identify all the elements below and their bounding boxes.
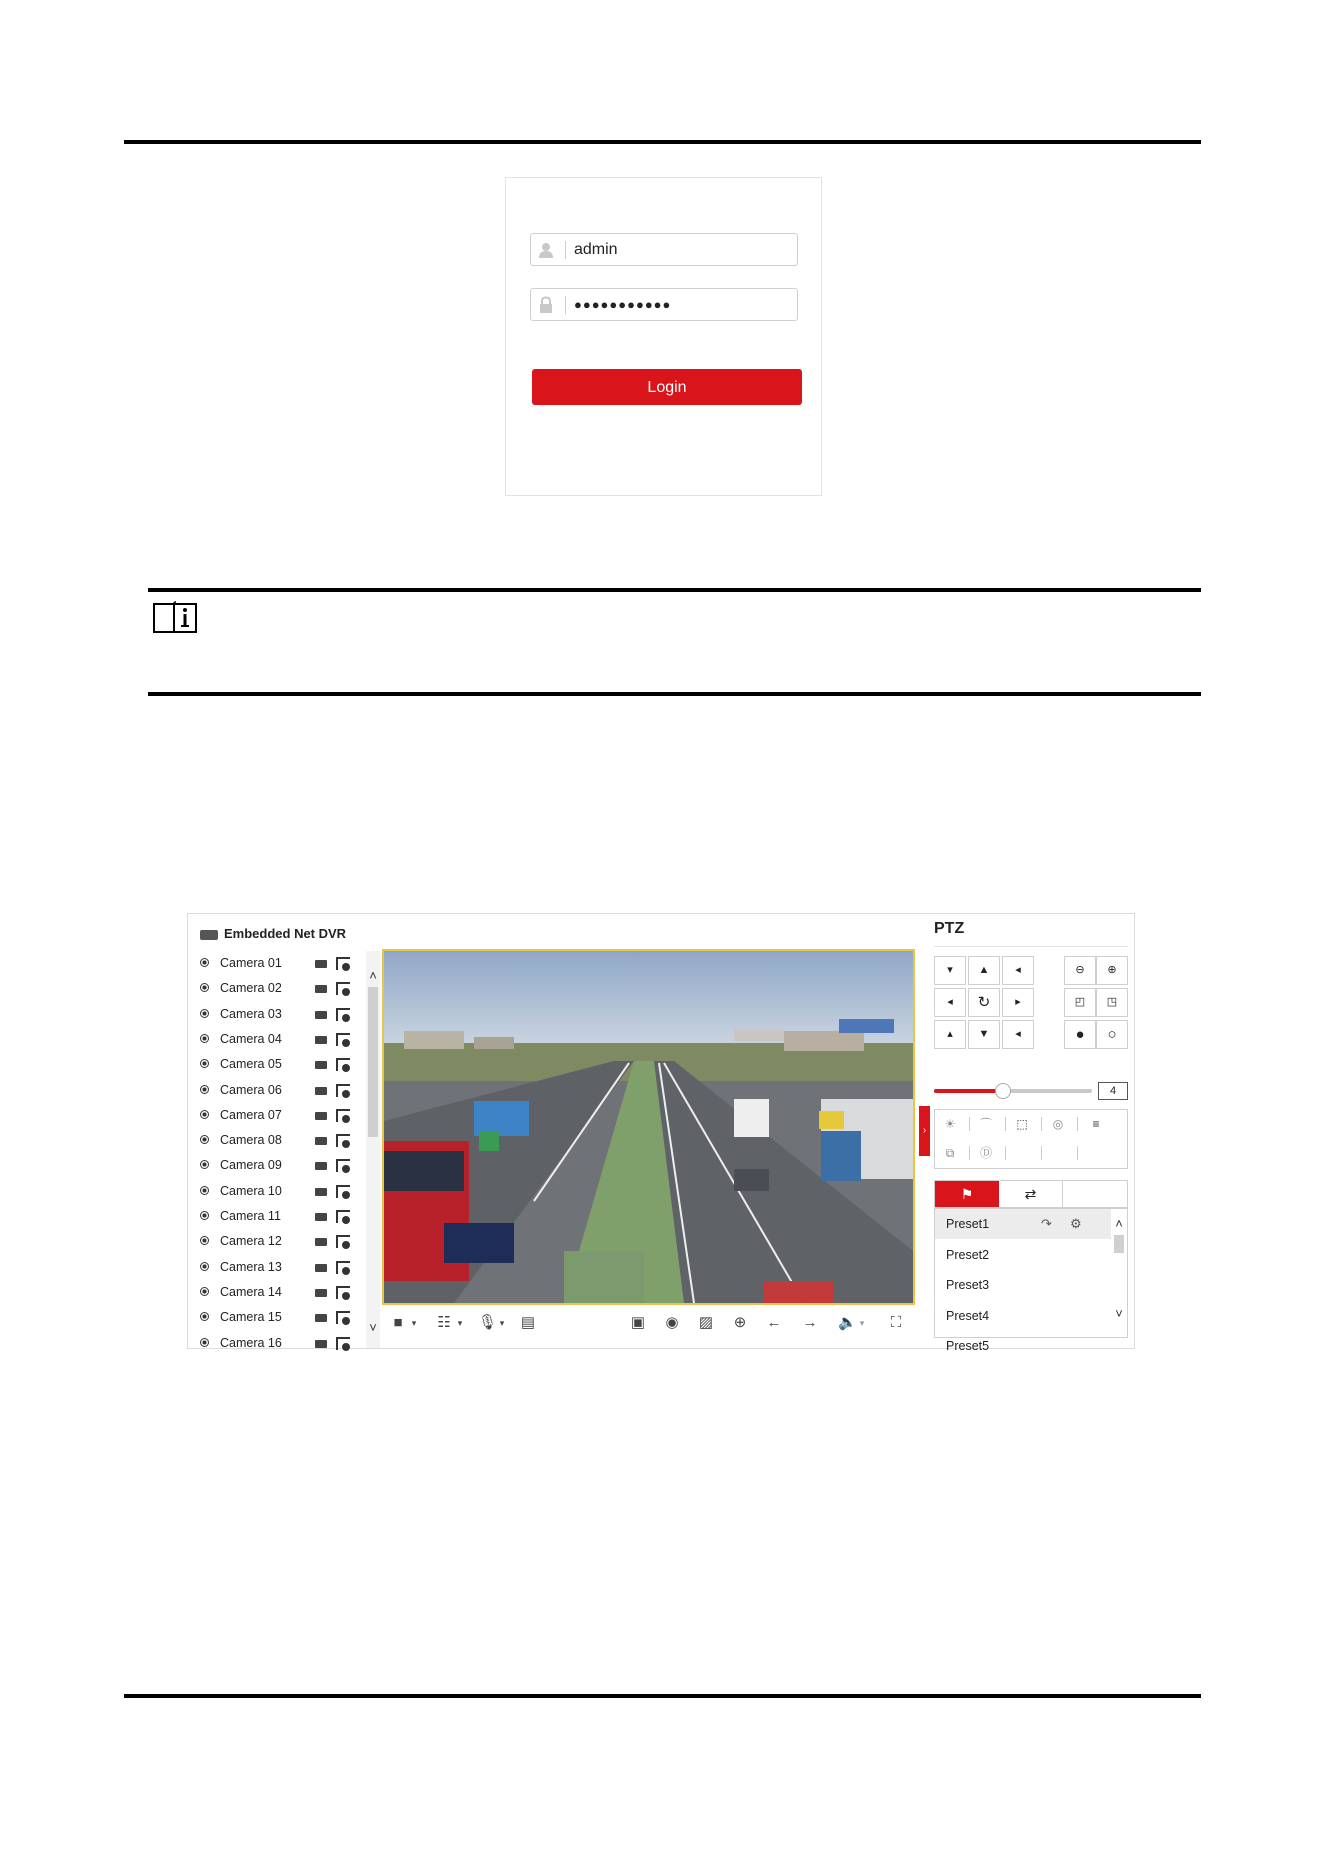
preset-item[interactable]	[935, 1331, 1111, 1361]
field-separator	[565, 296, 566, 314]
aux-separator	[1005, 1117, 1006, 1131]
live-video[interactable]	[382, 949, 915, 1305]
camera-icon	[200, 1059, 209, 1068]
stream-icon[interactable]	[336, 1084, 350, 1097]
stream-icon[interactable]	[336, 957, 350, 970]
camera-icon	[200, 1085, 209, 1094]
stream-icon[interactable]	[336, 1008, 350, 1021]
camera-icon	[200, 1135, 209, 1144]
next-page-icon[interactable]: →	[802, 1314, 818, 1331]
record-icon[interactable]	[315, 1340, 327, 1348]
password-value: ●●●●●●●●●●●	[574, 297, 672, 312]
dvr-title	[200, 926, 346, 941]
camera-name: Camera 02	[220, 981, 282, 996]
user-icon	[537, 241, 555, 259]
camera-name: Camera 06	[220, 1082, 282, 1097]
camera-icon	[200, 1287, 209, 1296]
lens-initialization-icon[interactable]: ◎	[1052, 1117, 1064, 1131]
camera-list-item[interactable]	[200, 976, 368, 1001]
preset-name: Preset2	[946, 1247, 990, 1262]
stream-icon[interactable]	[336, 1185, 350, 1198]
ptz-auto-button[interactable]: ↻	[968, 988, 1000, 1017]
video-toolbar	[382, 1308, 915, 1340]
preset-name: Preset5	[946, 1339, 990, 1353]
camera-list-item[interactable]	[200, 1002, 368, 1027]
dvr-icon	[200, 930, 218, 940]
record-icon[interactable]	[315, 1036, 327, 1044]
camera-list-item[interactable]	[200, 1331, 368, 1356]
camera-name: Camera 03	[220, 1006, 282, 1021]
iris-close-button[interactable]: ○	[1096, 1020, 1128, 1049]
camera-list-item[interactable]	[200, 1052, 368, 1077]
record-icon[interactable]	[315, 1137, 327, 1145]
field-separator	[565, 241, 566, 259]
layout-dropdown-icon[interactable]: ▾	[411, 1318, 417, 1328]
ptz-aux-panel	[934, 1109, 1128, 1169]
note-book-icon	[152, 600, 200, 634]
zoom-in-button[interactable]: ⊕	[1096, 956, 1128, 985]
microphone-icon[interactable]: 🎙	[478, 1314, 498, 1331]
capture-icon[interactable]: ◉	[665, 1314, 679, 1331]
tab-pattern[interactable]	[1063, 1181, 1127, 1207]
aux-separator	[1077, 1117, 1078, 1131]
stream-icon[interactable]	[336, 982, 350, 995]
camera-list-item[interactable]	[200, 1204, 368, 1229]
one-touch-icon[interactable]: Ⓓ	[979, 1146, 992, 1160]
camera-name: Camera 01	[220, 956, 282, 970]
record-icon[interactable]	[315, 1238, 327, 1246]
password-field[interactable]	[530, 288, 798, 321]
record-icon[interactable]	[315, 1188, 327, 1196]
preset-list	[934, 1208, 1128, 1353]
record-icon[interactable]	[315, 960, 327, 968]
stream-icon[interactable]: ☷	[437, 1314, 451, 1331]
zoom-out-button[interactable]: ⊖	[1064, 956, 1096, 985]
camera-list-item[interactable]	[200, 1078, 368, 1103]
login-dialog	[505, 177, 822, 496]
ptz-panel-toggle[interactable]: ›	[919, 1106, 930, 1156]
aux-separator	[1005, 1146, 1006, 1160]
auxiliary-focus-icon[interactable]: ⬚	[1016, 1117, 1028, 1131]
username-value: admin	[574, 241, 618, 258]
stream-dropdown-icon[interactable]: ▾	[457, 1318, 463, 1328]
scroll-up-icon[interactable]: ˄	[1115, 1216, 1123, 1231]
focus-near-button[interactable]: ◰	[1064, 988, 1096, 1017]
record-icon[interactable]	[315, 1314, 327, 1322]
camera-name: Camera 10	[220, 1183, 282, 1198]
preset-item[interactable]	[935, 1301, 1111, 1331]
preset-name: Preset3	[946, 1278, 990, 1292]
ptz-left-button[interactable]: ◂	[934, 988, 966, 1017]
camera-icon	[200, 983, 209, 992]
stream-icon[interactable]	[336, 1311, 350, 1324]
camera-list-item[interactable]	[200, 1153, 368, 1178]
ptz-speed-value: 4	[1098, 1082, 1128, 1100]
record-icon[interactable]	[315, 1087, 327, 1095]
camera-list-item[interactable]	[200, 1103, 368, 1128]
camera-icon	[200, 1211, 209, 1220]
record-icon[interactable]	[315, 1112, 327, 1120]
audio-dropdown-icon[interactable]: ▾	[859, 1318, 865, 1328]
aux-separator	[969, 1117, 970, 1131]
camera-name: Camera 07	[220, 1107, 282, 1122]
call-preset-icon[interactable]: ↷	[1041, 1216, 1052, 1231]
dvr-title-text: Embedded Net DVR	[224, 926, 347, 941]
aux-separator	[1041, 1117, 1042, 1131]
footer-rule	[124, 1694, 1201, 1698]
stream-icon[interactable]	[336, 1159, 350, 1172]
record-icon[interactable]	[315, 985, 327, 993]
focus-far-button[interactable]: ◳	[1096, 988, 1128, 1017]
camera-list-item[interactable]	[200, 1229, 368, 1254]
camera-name: Camera 05	[220, 1057, 282, 1072]
scroll-down-icon[interactable]: ˅	[1115, 1306, 1123, 1321]
tab-patrol[interactable]: ⇄	[999, 1181, 1063, 1207]
camera-icon	[200, 1034, 209, 1043]
stream-icon[interactable]	[336, 1286, 350, 1299]
camera-name: Camera 16	[220, 1335, 282, 1350]
aux-separator	[969, 1146, 970, 1160]
lock-icon	[537, 296, 555, 314]
stream-icon[interactable]	[336, 1134, 350, 1147]
ptz-up-button[interactable]: ▲	[968, 956, 1000, 985]
microphone-dropdown-icon[interactable]: ▾	[499, 1318, 505, 1328]
scroll-thumb[interactable]	[1114, 1235, 1124, 1253]
username-field[interactable]	[530, 233, 798, 266]
preset-list-scrollbar[interactable]	[1111, 1209, 1127, 1337]
3d-zoom-icon[interactable]: ⧉	[945, 1146, 955, 1160]
preset-item[interactable]	[935, 1209, 1111, 1239]
ptz-up-right-button[interactable]: ◂	[1002, 956, 1034, 985]
camera-icon	[200, 1338, 209, 1347]
stream-icon[interactable]	[336, 1337, 350, 1350]
camera-icon	[200, 1262, 209, 1271]
camera-name: Camera 13	[220, 1259, 282, 1274]
menu-icon[interactable]: ≡	[1092, 1117, 1100, 1131]
camera-icon	[200, 958, 209, 967]
camera-name: Camera 15	[220, 1310, 282, 1325]
zoom-in-icon[interactable]: ⊕	[733, 1314, 747, 1331]
camera-list-scrollbar[interactable]	[366, 951, 380, 1348]
audio-mute-icon[interactable]: 🔈	[838, 1314, 857, 1331]
camera-icon	[200, 1236, 209, 1245]
camera-name: Camera 08	[220, 1133, 282, 1148]
ptz-speed-knob[interactable]	[995, 1083, 1011, 1099]
preset-tabs	[934, 1180, 1128, 1208]
record-icon[interactable]	[315, 1162, 327, 1170]
camera-icon	[200, 1110, 209, 1119]
record-icon[interactable]	[315, 1289, 327, 1297]
record-icon[interactable]	[315, 1011, 327, 1019]
camera-list-item[interactable]	[200, 1179, 368, 1204]
preset-name: Preset4	[946, 1308, 990, 1323]
scroll-up-icon[interactable]: ˄	[369, 968, 377, 983]
camera-name: Camera 11	[220, 1209, 281, 1223]
ptz-speed-slider[interactable]	[934, 1089, 1092, 1093]
camera-name: Camera 12	[220, 1234, 282, 1249]
stream-icon[interactable]	[336, 1261, 350, 1274]
camera-icon	[200, 1186, 209, 1195]
record-icon[interactable]	[315, 1061, 327, 1069]
light-icon[interactable]: ☀	[944, 1117, 956, 1131]
preset-item[interactable]	[935, 1270, 1111, 1300]
preset-name: Preset1	[946, 1217, 990, 1231]
dvr-live-view	[187, 913, 1135, 1353]
camera-icon	[200, 1160, 209, 1169]
record-icon[interactable]: ▨	[698, 1314, 714, 1331]
note-bottom-rule	[148, 692, 1201, 696]
camera-list-item[interactable]	[200, 1280, 368, 1305]
scroll-thumb[interactable]	[368, 987, 378, 1137]
ptz-down-button[interactable]: ▼	[968, 1020, 1000, 1049]
previous-page-icon[interactable]: ←	[766, 1314, 782, 1331]
iris-open-button[interactable]: ●	[1064, 1020, 1096, 1049]
camera-icon	[200, 1009, 209, 1018]
preset-item[interactable]	[935, 1240, 1111, 1270]
camera-list-item[interactable]	[200, 1128, 368, 1153]
scroll-down-icon[interactable]: ˅	[369, 1320, 377, 1335]
camera-icon	[200, 1312, 209, 1321]
ptz-up-left-button[interactable]: ▾	[934, 956, 966, 985]
ptz-right-button[interactable]: ▸	[1002, 988, 1034, 1017]
ptz-title: PTZ	[934, 920, 965, 937]
stream-icon[interactable]	[336, 1058, 350, 1071]
camera-list-item[interactable]	[200, 951, 368, 976]
ptz-down-left-button[interactable]: ▴	[934, 1020, 966, 1049]
stream-icon[interactable]	[336, 1235, 350, 1248]
window-layout-icon[interactable]: ■	[393, 1314, 403, 1331]
stream-icon[interactable]	[336, 1109, 350, 1122]
note-top-rule	[148, 588, 1201, 592]
wiper-icon[interactable]: ⌒	[979, 1117, 992, 1131]
record-icon[interactable]	[315, 1213, 327, 1221]
highway-video-frame	[384, 951, 913, 1303]
ptz-down-right-button[interactable]: ◂	[1002, 1020, 1034, 1049]
ptz-divider	[934, 946, 1128, 947]
stop-all-preview-icon[interactable]: ▤	[520, 1314, 536, 1331]
camera-name: Camera 04	[220, 1031, 282, 1046]
camera-list-item[interactable]	[200, 1027, 368, 1052]
camera-list	[200, 951, 368, 1348]
stream-icon[interactable]	[336, 1210, 350, 1223]
aux-separator	[1077, 1146, 1078, 1160]
header-rule	[124, 140, 1201, 144]
tab-preset[interactable]: ⚑	[935, 1181, 999, 1207]
start-all-preview-icon[interactable]: ▣	[630, 1314, 646, 1331]
aux-separator	[1041, 1146, 1042, 1160]
camera-name: Camera 14	[220, 1284, 282, 1299]
ptz-speed-fill	[934, 1089, 1002, 1093]
camera-list-item[interactable]	[200, 1305, 368, 1330]
set-preset-icon[interactable]: ⚙	[1070, 1216, 1082, 1231]
fullscreen-icon[interactable]: ⛶	[890, 1314, 902, 1331]
camera-list-item[interactable]	[200, 1255, 368, 1280]
record-icon[interactable]	[315, 1264, 327, 1272]
login-button[interactable]: Login	[532, 369, 802, 405]
camera-name: Camera 09	[220, 1158, 282, 1173]
stream-icon[interactable]	[336, 1033, 350, 1046]
